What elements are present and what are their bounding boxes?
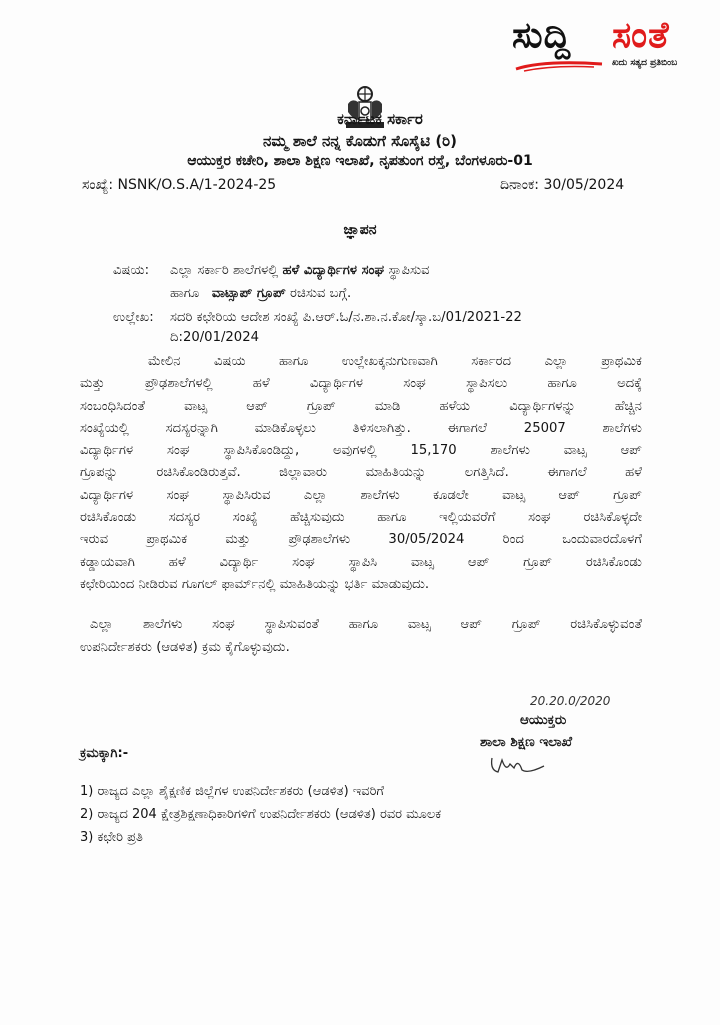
body-line: ವಿದ್ಯಾರ್ಥಿಗಳ ಸಂಘ ಸ್ಥಾಪಿಸಿರುವ ಎಲ್ಲಾ ಶಾಲೆಗಳು ಕೂಡಲೇ ವಾಟ್ಸ ಆಪ್ ಗ್ರೂಪ್ [80, 487, 642, 503]
handwritten-date: 20.20.0/2020 [530, 694, 611, 708]
body-line: ಉಪನಿರ್ದೇಶಕರು (ಆಡಳಿತ) ಕ್ರಮ ಕೈಗೊಳ್ಳುವುದು. [80, 639, 290, 655]
signature-scrawl-icon [488, 754, 548, 776]
reference-note-line-2: ದಿ:20/01/2024 [170, 330, 259, 345]
subject-text-2a: ಹಾಗೂ [170, 286, 200, 301]
list-item: 3) ಕಛೇರಿ ಪ್ರತಿ [80, 830, 143, 845]
header-society: ನಮ್ಮ ಶಾಲೆ ನನ್ನ ಕೊಡುಗೆ ಸೊಸೈಟಿ (ರಿ) [263, 132, 457, 150]
reference-date: ದಿನಾಂಕ: 30/05/2024 [500, 177, 625, 193]
subject-text-1c: ಸ್ಥಾಪಿಸುವ [388, 263, 430, 278]
document-title: ಜ್ಞಾಪನ [343, 222, 377, 238]
subject-text-1b: ಹಳೆ ವಿದ್ಯಾರ್ಥಿಗಳ ಸಂಘ [282, 263, 385, 278]
memo-body [80, 351, 642, 659]
subject-line-1 [170, 261, 430, 281]
body-line: ರಚಿಸಿಕೊಂಡು ಸದಸ್ಯರ ಸಂಖ್ಯೆ ಹೆಚ್ಚಿಸುವುದು ಹಾಗೂ ಇಲ್ಲಿಯವರೆಗೆ ಸಂಘ ರಚಿಸಿಕೊಳ್ಳದೇ [80, 510, 642, 526]
body-line: ವಿದ್ಯಾರ್ಥಿಗಳ ಸಂಘ ಸ್ಥಾಪಿಸಿಕೊಂಡಿದ್ದು, ಅವುಗಳಲ್ಲಿ 15,170 ಶಾಲೆಗಳು ವಾಟ್ಸ ಆಪ್ [80, 443, 642, 459]
subject-text-2b: ವಾಟ್ಸಾಪ್ ಗ್ರೂಪ್ [211, 286, 286, 301]
action-label: ಕ್ರಮಕ್ಕಾಗಿ:- [80, 746, 129, 761]
header-office-address: ಆಯುಕ್ತರ ಕಚೇರಿ, ಶಾಲಾ ಶಿಕ್ಷಣ ಇಲಾಖೆ, ನೃಪತುಂಗ ರಸ್ತೆ, ಬೆಂಗಳೂರು-01 [187, 153, 533, 169]
body-line: ಸಂಖ್ಯೆಯಲ್ಲಿ ಸದಸ್ಯರನ್ನಾಗಿ ಮಾಡಿಕೊಳ್ಳಲು ತಿಳಿಸಲಾಗಿತ್ತು. ಈಗಾಗಲೆ 25007 ಶಾಲೆಗಳು [80, 420, 642, 436]
body-line: ಎಲ್ಲಾ ಶಾಲೆಗಳು ಸಂಘ ಸ್ಥಾಪಿಸುವಂತೆ ಹಾಗೂ ವಾಟ್ಸ ಆಪ್ ಗ್ರೂಪ್ ರಚಿಸಿಕೊಳ್ಳುವಂತೆ [90, 617, 642, 633]
body-line: ಕಛೇರಿಯಿಂದ ನೀಡಿರುವ ಗೂಗಲ್ ಫಾರ್ಮ್‌ನಲ್ಲಿ ಮಾಹಿತಿಯನ್ನು ಭರ್ತಿ ಮಾಡುವುದು. [80, 576, 430, 592]
body-paragraph-2 [80, 614, 642, 659]
logo-word-2: ಸಂತೆ [612, 15, 670, 56]
reference-note-line-1: ಸದರಿ ಕಛೇರಿಯ ಆದೇಶ ಸಂಖ್ಯೆ ಪಿ.ಆರ್.ಓ/ನ.ಶಾ.ನ.ಕೋ/ಸ್ಕಾ.ಬ/01/2021-22 [170, 310, 522, 325]
reference-number: ಸಂಖ್ಯೆ: NSNK/O.S.A/1-2024-25 [82, 177, 277, 193]
header-government: ಕರ್ನಾಟಕ ಸರ್ಕಾರ [337, 110, 423, 128]
body-line: ಸಂಬಂಧಿಸಿದಂತೆ ವಾಟ್ಸ ಆಪ್ ಗ್ರೂಪ್ ಮಾಡಿ ಹಳೆಯ ವಿದ್ಯಾರ್ಥಿಗಳನ್ನು ಹೆಚ್ಚಿನ [80, 398, 642, 414]
signatory-title: ಆಯುಕ್ತರು [520, 712, 567, 728]
logo-tagline: ಖದು ಸತ್ಯದ ಪ್ರತಿಬಿಂಬ [612, 58, 678, 68]
news-logo [512, 14, 712, 74]
reference-note-label: ಉಲ್ಲೇಖ: [113, 310, 154, 325]
body-line: ಗ್ರೂಪನ್ನು ರಚಿಸಿಕೊಂಡಿರುತ್ತವೆ. ಜಿಲ್ಲಾವಾರು ಮಾಹಿತಿಯನ್ನು ಲಗತ್ತಿಸಿದೆ. ಈಗಾಗಲೆ ಹಳೆ [80, 465, 642, 481]
logo-swoosh-icon [514, 60, 604, 72]
body-line: ಮತ್ತು ಪ್ರೌಢಶಾಲೆಗಳಲ್ಲಿ ಹಳೆ ವಿದ್ಯಾರ್ಥಿಗಳ ಸಂಘ ಸ್ಥಾಪಿಸಲು ಹಾಗೂ ಅದಕ್ಕೆ [80, 376, 642, 392]
list-item: 1) ರಾಜ್ಯದ ಎಲ್ಲಾ ಶೈಕ್ಷಣಿಕ ಜಿಲ್ಲೆಗಳ ಉಪನಿರ್ದೇಶಕರು (ಆಡಳಿತ) ಇವರಿಗೆ [80, 784, 384, 799]
subject-label: ವಿಷಯ: [113, 263, 150, 278]
subject-text-1a: ಎಲ್ಲಾ ಸರ್ಕಾರಿ ಶಾಲೆಗಳಲ್ಲಿ [170, 263, 279, 278]
body-line: ಮೇಲಿನ ವಿಷಯ ಹಾಗೂ ಉಲ್ಲೇಖಕ್ಕನುಗುಣವಾಗಿ ಸರ್ಕಾರದ ಎಲ್ಲಾ ಪ್ರಾಥಮಿಕ [148, 354, 642, 369]
body-line: ಕಡ್ಡಾಯವಾಗಿ ಹಳೆ ವಿದ್ಯಾರ್ಥಿ ಸಂಘ ಸ್ಥಾಪಿಸಿ ವಾಟ್ಸ ಆಪ್ ಗ್ರೂಪ್ ರಚಿಸಿಕೊಂಡು [80, 554, 642, 570]
subject-line-2 [170, 284, 351, 304]
signatory-department: ಶಾಲಾ ಶಿಕ್ಷಣ ಇಲಾಖೆ [480, 734, 573, 750]
body-paragraph-1 [80, 351, 642, 596]
body-line: ಇರುವ ಪ್ರಾಥಮಿಕ ಮತ್ತು ಪ್ರೌಢಶಾಲೆಗಳು 30/05/2024 ರಿಂದ ಒಂದುವಾರದೊಳಗೆ [80, 532, 642, 548]
subject-text-2c: ರಚಿಸುವ ಬಗ್ಗೆ. [289, 286, 352, 301]
recipients-list [80, 780, 441, 849]
logo-word-1: ಸುದ್ದಿ [512, 15, 572, 56]
list-item: 2) ರಾಜ್ಯದ 204 ಕ್ಷೇತ್ರಶಿಕ್ಷಣಾಧಿಕಾರಿಗಳಿಗೆ ಉಪನಿರ್ದೇಶಕರು (ಆಡಳಿತ) ರವರ ಮೂಲಕ [80, 807, 442, 822]
